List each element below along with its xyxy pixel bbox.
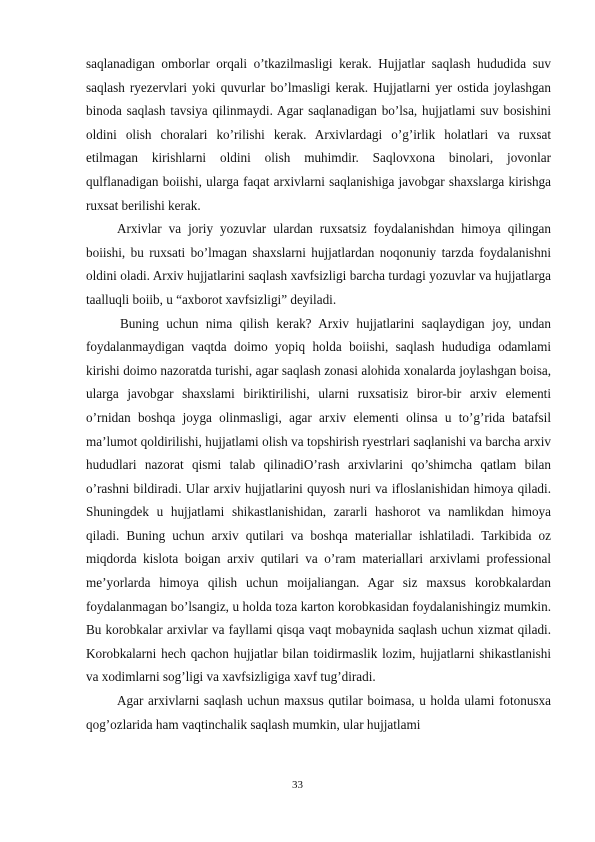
page-number: 33 — [292, 779, 303, 791]
paragraph-4: Agar arxivlarni saqlash uchun maxsus qutilar boimasa, u holda ulami fotonusxa qog’ozlarida ham vaqtinchalik saqlash mumkin, ular hujjatlami — [86, 693, 551, 732]
paragraph-2: Arxivlar va joriy yozuvlar ulardan ruxsatsiz foydalanishdan himoya qilingan boiishi, bu ruxsati bo’lmagan shaxslarni hujjatlardan noqonuniy tarzda foydalanishni oldini oladi. Arxiv hujjatlarini saqlash xavfsizligi barcha turdagi yozuvlar va hujjatlarga taalluqli boiib, u “axborot xavfsizligi” deyiladi. — [86, 221, 551, 307]
paragraph-1: saqlanadigan omborlar orqali o’tkazilmasligi kerak. Hujjatlar saqlash hududida suv saqlash ryezervlari yoki quvurlar bo’lmasligi kerak. Hujjatlarni yer ostida joylashgan binoda saqlash tavsiya qilinmaydi. Agar saqlanadigan bo’lsa, hujjatlami suv bosishini oldini olish choralari ko’rilishi kerak. Arxivlardagi o’g’irlik holatlari va ruxsat etilmagan kirishlarni oldini olish muhimdir. Saqlovxona binolari, jovonlar qulflanadigan boiishi, ularga faqat arxivlarni saqlanishiga javobgar shaxslarga kirishga ruxsat berilishi kerak. — [86, 56, 551, 213]
body-text — [86, 52, 551, 736]
paragraph-3: Buning uchun nima qilish kerak? Arxiv hujjatlarini saqlaydigan joy, undan foydalanmaydigan vaqtda doimo yopiq holda boiishi, saqlash hududiga odamlami kirishi doimo nazoratda turishi, agar saqlash zonasi alohida xonalarda joylashgan boisa, ularga javobgar shaxslami biriktirilishi, ularni ruxsatisiz biror-bir arxiv elementi o’rnidan boshqa joyga olinmasligi, agar arxiv elementi olinsa u to’g’rida batafsil ma’lumot qoldirilishi, hujjatlami olish va topshirish ryestrlari saqlanishi va barcha arxiv hududlari nazorat qismi talab qilinadiO’rash arxivlarini qo’shimcha qatlam bilan o’rashni bildiradi. Ular arxiv hujjatlarini quyosh nuri va ifloslanishidan himoya qiladi. Shuningdek u hujjatlami shikastlanishidan, zararli hashorot va namlikdan himoya qiladi. Buning uchun arxiv qutilari va boshqa materiallar ishlatiladi. Tarkibida oz miqdorda kislota boigan arxiv qutilari va o’ram materiallari arxivlami professional me’yorlarda himoya qilish uchun moijaliangan. Agar siz maxsus korobkalardan foydalanmagan bo’lsangiz, u holda toza karton korobkasidan foydalanishingiz mumkin. Bu korobkalar arxivlar va fayllami qisqa vaqt mobaynida saqlash uchun xizmat qiladi. Korobkalarni hech qachon hujjatlar bilan toidirmaslik lozim, hujjatlarni shikastlanishi va xodimlarni sog’ligi va xavfsizligiga xavf tug’diradi. — [86, 315, 551, 685]
